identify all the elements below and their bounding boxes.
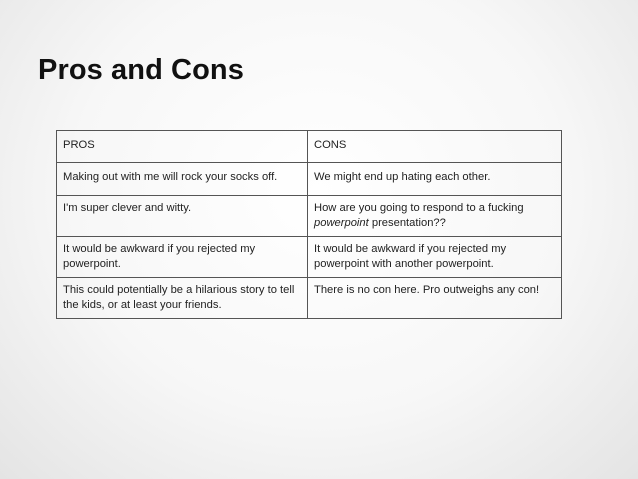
- pro-cell: I'm super clever and witty.: [57, 196, 308, 237]
- con-text-suffix: presentation??: [368, 217, 446, 229]
- con-text-italic: powerpoint: [314, 217, 369, 229]
- table-row: [57, 278, 562, 319]
- table-row: [57, 196, 562, 237]
- pro-cell: This could potentially be a hilarious story to tell the kids, or at least your friends.: [57, 278, 308, 319]
- con-cell: There is no con here. Pro outweighs any con!: [308, 278, 562, 319]
- table-row: [57, 237, 562, 278]
- slide-title: Pros and Cons: [38, 54, 244, 86]
- pro-cell: It would be awkward if you rejected my powerpoint.: [57, 237, 308, 278]
- table-header-row: [57, 131, 562, 163]
- con-cell: [308, 196, 562, 237]
- con-text-prefix: How are you going to respond to a fucking: [314, 202, 527, 214]
- table-row: [57, 163, 562, 196]
- con-cell: We might end up hating each other.: [308, 163, 562, 196]
- pro-cell: Making out with me will rock your socks off.: [57, 163, 308, 196]
- pros-cons-table: [56, 130, 562, 319]
- cons-header: CONS: [308, 131, 562, 163]
- pros-header: PROS: [57, 131, 308, 163]
- con-cell: It would be awkward if you rejected my powerpoint with another powerpoint.: [308, 237, 562, 278]
